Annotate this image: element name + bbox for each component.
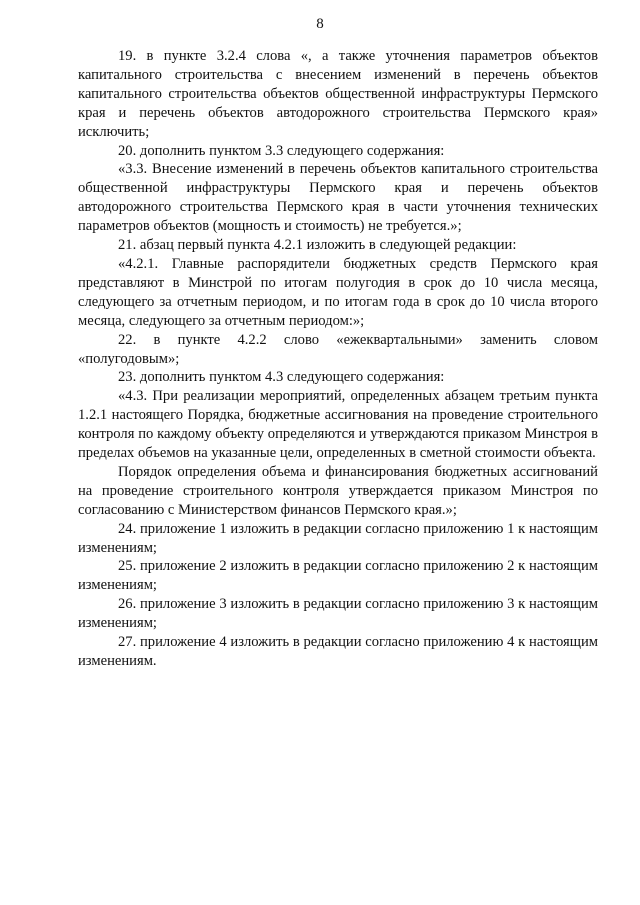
- paragraph-item-25: 25. приложение 2 изложить в редакции согласно приложению 2 к настоящим изменениям;: [78, 558, 598, 594]
- page-number: 8: [316, 16, 324, 32]
- paragraph-item-21: 21. абзац первый пункта 4.2.1 изложить в следующей редакции:: [118, 237, 517, 254]
- document-body: [78, 47, 598, 671]
- paragraph-item-24: 24. приложение 1 изложить в редакции согласно приложению 1 к настоящим изменениям;: [78, 520, 598, 556]
- paragraph-item-22: 22. в пункте 4.2.2 слово «ежеквартальными» заменить словом «полугодовым»;: [78, 331, 598, 367]
- paragraph-quote-4-2-1: «4.2.1. Главные распорядители бюджетных средств Пермского края представляют в Минстрой по итогам полугодия в срок до 10 числа месяца, следующего за отчетным периодом, и по итогам года в срок до 10 числа второго месяца, следующего за отчетным периодом:»;: [78, 255, 598, 329]
- paragraph-item-19: 19. в пункте 3.2.4 слова «, а также уточнения параметров объектов капитального строительства с внесением изменений в перечень объектов капитального строительства объектов общественной инфраструктуры Пермского края и перечень объектов автодорожного строительства Пермского края» исключить;: [78, 48, 598, 140]
- paragraph-item-27: 27. приложение 4 изложить в редакции согласно приложению 4 к настоящим изменениям.: [78, 634, 598, 669]
- paragraph-quote-3-3: «3.3. Внесение изменений в перечень объектов капитального строительства общественной инфраструктуры Пермского края и перечень объектов автодорожного строительства Пермского края в части уточнения технических параметров объектов (мощность и стоимость) не требуется.»;: [78, 161, 598, 235]
- paragraph-item-26: 26. приложение 3 изложить в редакции согласно приложению 3 к настоящим изменениям;: [78, 596, 598, 632]
- paragraph-procedure: Порядок определения объема и финансирования бюджетных ассигнований на проведение строительного контроля утверждается приказом Минстроя по согласованию с Министерством финансов Пермского края.»;: [78, 463, 598, 518]
- paragraph-item-20: 20. дополнить пунктом 3.3 следующего содержания:: [118, 142, 445, 159]
- paragraph-quote-4-3: «4.3. При реализации мероприятий, определенных абзацем третьим пункта 1.2.1 настоящего Порядка, бюджетные ассигнования на проведение строительного контроля по каждому объекту определяются и утверждаются приказом Минстроя в пределах объемов на указанные цели, определенных в сметной стоимости объекта.: [78, 388, 598, 462]
- paragraph-item-23: 23. дополнить пунктом 4.3 следующего содержания:: [118, 369, 445, 386]
